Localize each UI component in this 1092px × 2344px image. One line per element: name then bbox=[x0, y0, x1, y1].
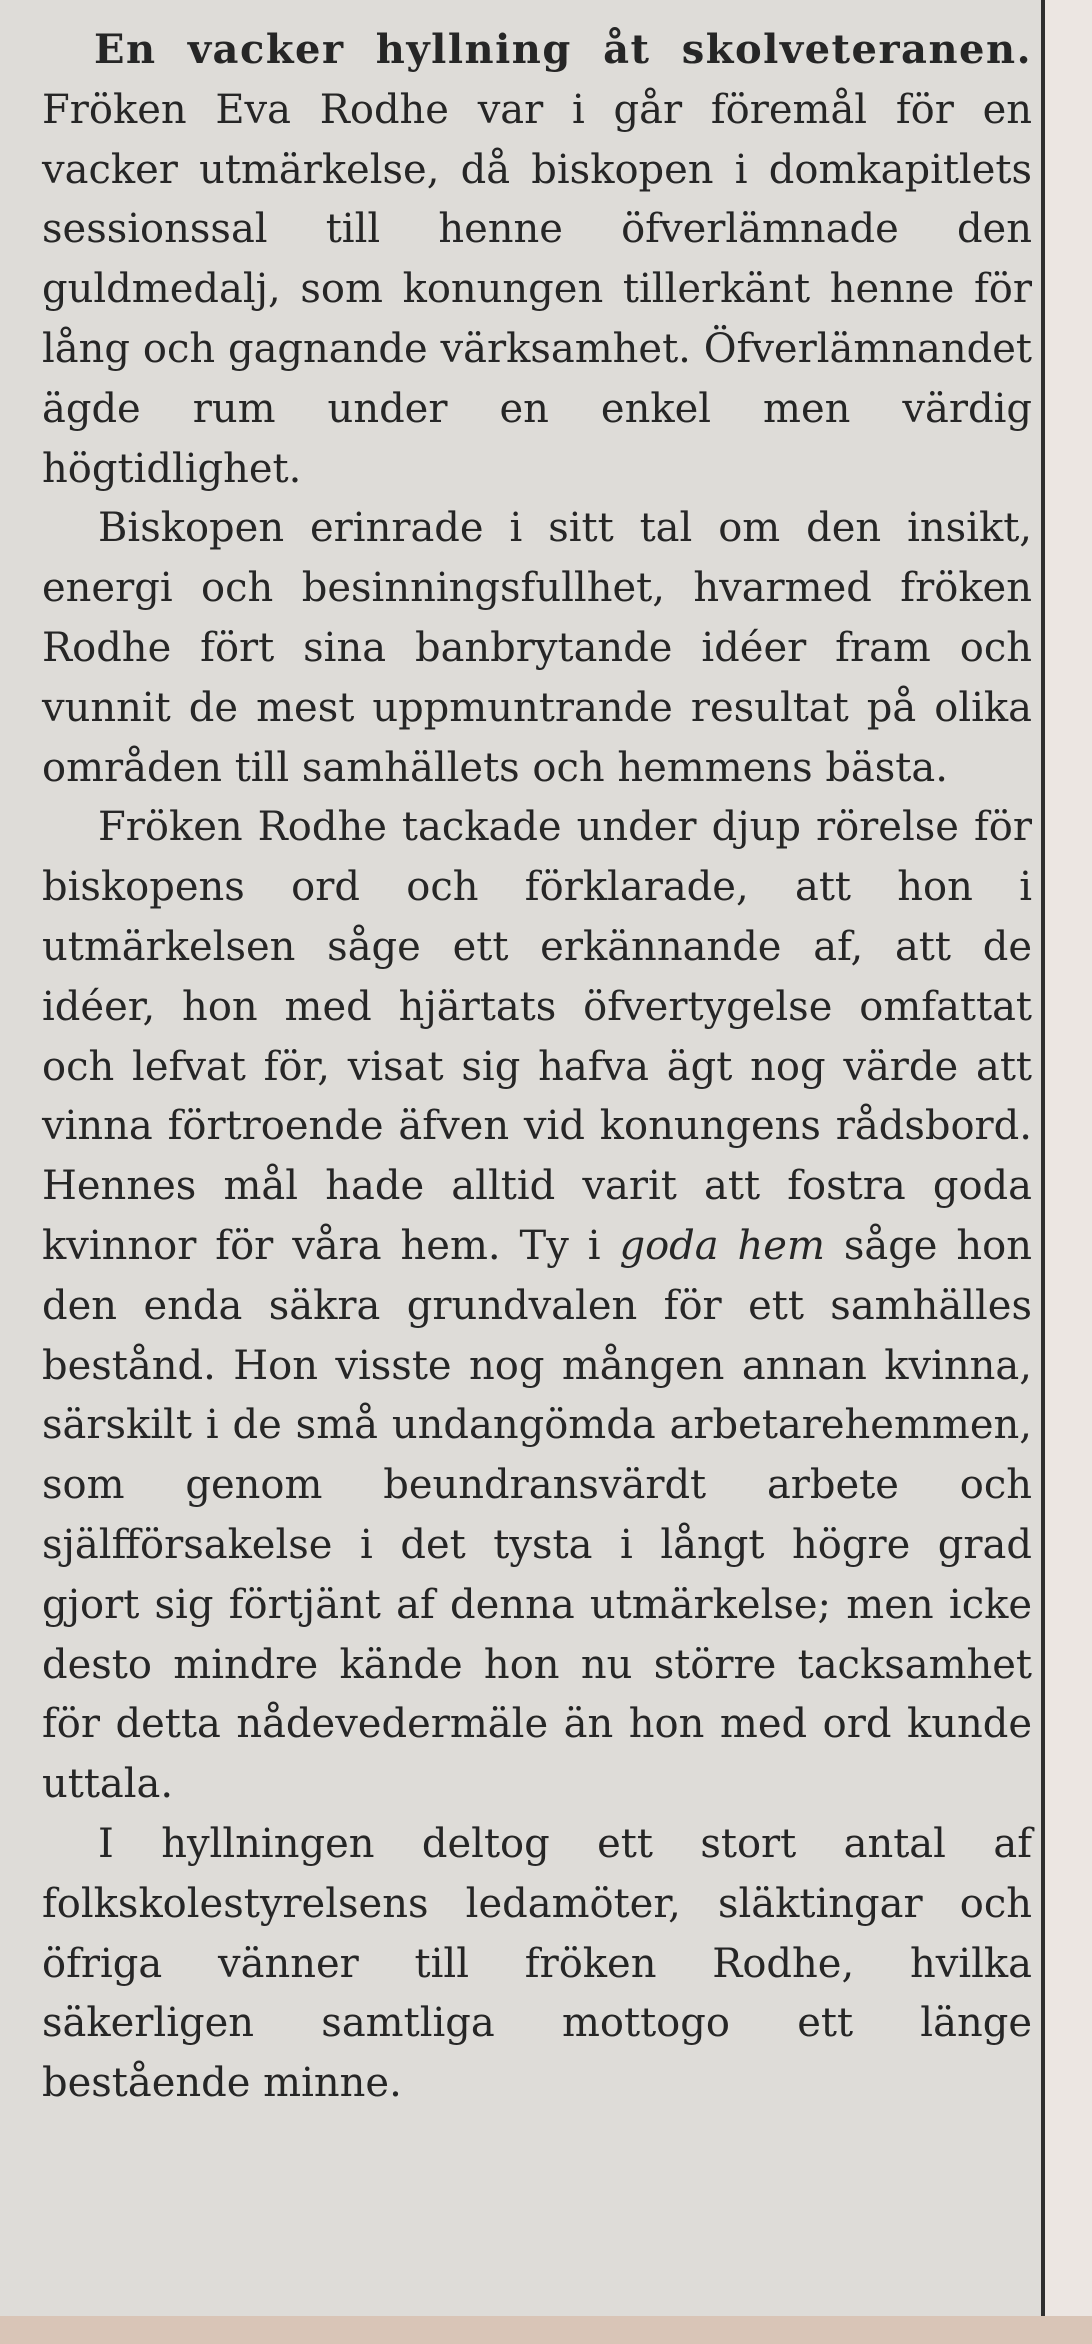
paragraph-3 bbox=[42, 798, 1032, 1815]
paragraph-3-text-b: såge hon den enda säkra grundvalen för ett samhälles bestånd. Hon visste nog mången annan kvinna, särskilt i de små undangömda arbetarehemmen, som genom beundransvärdt arbete och själfförsakelse i det tysta i långt högre grad gjort sig förtjänt af denna utmärkelse; men icke desto mindre kände hon nu större tacksamhet för detta nådevedermäle än hon med ord kunde uttala. bbox=[42, 1222, 1033, 1808]
page-bottom-edge bbox=[0, 2316, 1092, 2344]
article-headline: En vacker hyllning åt skolveteranen. bbox=[94, 26, 1032, 73]
paragraph-1-text: Fröken Eva Rodhe var i går föremål för en vacker utmärkelse, då biskopen i domkapitlets sessionssal till henne öfverlämnade den guldmedalj, som konungen tillerkänt henne för lång och gagnande värksamhet. Öfverlämnandet ägde rum under en enkel men värdig högtidlighet. bbox=[42, 86, 1032, 492]
paragraph-1 bbox=[42, 20, 1032, 499]
paragraph-2-text: Biskopen erinrade i sitt tal om den insikt, energi och besinningsfullhet, hvarmed fröken Rodhe fört sina banbrytande idéer fram och vunnit de mest uppmuntrande resultat på olika områden till samhällets och hemmens bästa. bbox=[42, 505, 1032, 791]
paragraph-2 bbox=[42, 499, 1032, 798]
paragraph-3-text-a: Fröken Rodhe tackade under djup rörelse för biskopens ord och förklarade, att hon i utmärkelsen såge ett erkännande af, att de idéer, hon med hjärtats öfvertygelse omfattat och lefvat för, visat sig hafva ägt nog värde att vinna förtroende äfven vid konungens rådsbord. Hennes mål hade alltid varit att fostra goda kvinnor för våra hem. Ty i bbox=[42, 804, 1032, 1269]
paragraph-4 bbox=[42, 1815, 1032, 2114]
article-body bbox=[42, 20, 1032, 2114]
paragraph-4-text: I hyllningen deltog ett stort antal af folkskolestyrelsens ledamöter, släktingar och öfriga vänner till fröken Rodhe, hvilka säkerligen samtliga mottogo ett länge bestående minne. bbox=[42, 1820, 1032, 2107]
paragraph-3-emphasis: goda hem bbox=[619, 1222, 825, 1269]
